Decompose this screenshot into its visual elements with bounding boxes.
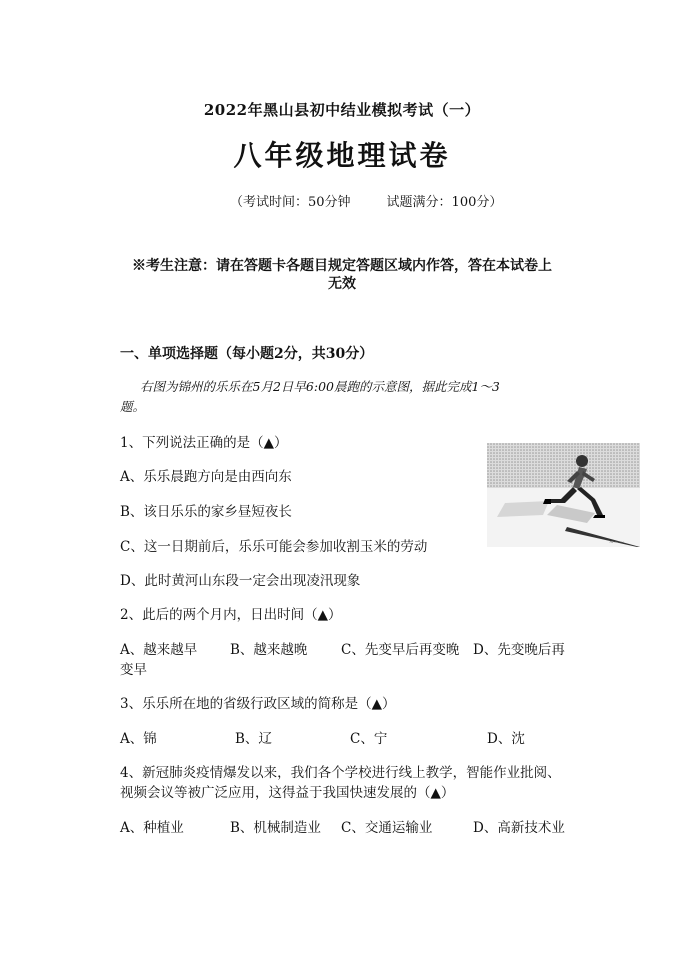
- question-1-stem: 1、下列说法正确的是（▲）: [120, 435, 288, 451]
- svg-text:~~~: ~~~: [609, 539, 625, 546]
- question-4-option-b: B、机械制造业: [230, 820, 321, 836]
- question-2-option-b: B、越来越晚: [230, 642, 308, 658]
- notice-line-1: ※考生注意：请在答题卡各题目规定答题区域内作答，答在本试卷上: [132, 258, 552, 274]
- exam-info: [230, 191, 502, 210]
- section-heading: 一、单项选择题（每小题2分，共30分）: [120, 346, 374, 362]
- exam-time: （考试时间：50分钟: [230, 195, 351, 210]
- question-3-option-b: B、辽: [235, 731, 272, 747]
- question-3-stem: 3、乐乐所在地的省级行政区域的简称是（▲）: [120, 696, 396, 712]
- question-2-option-d-wrap: 变早: [120, 662, 147, 678]
- question-2-stem: 2、此后的两个月内，日出时间（▲）: [120, 607, 342, 623]
- question-4-options: [120, 816, 580, 836]
- exam-subject-title: 八年级地理试卷: [233, 139, 451, 172]
- question-3-option-d: D、沈: [487, 731, 525, 747]
- question-4-option-d: D、高新技术业: [473, 820, 565, 836]
- question-2-option-d: D、先变晚后再: [473, 642, 565, 658]
- runner-illustration: [487, 443, 640, 547]
- question-2-options: [120, 638, 580, 658]
- question-3-option-a: A、锦: [120, 731, 157, 747]
- question-2-option-c: C、先变早后再变晚: [341, 642, 460, 658]
- question-2-option-a: A、越来越早: [120, 642, 198, 658]
- question-1-option-c: C、这一日期前后，乐乐可能会参加收割玉米的劳动: [120, 539, 428, 555]
- question-3-options: [120, 727, 580, 747]
- question-4-option-a: A、种植业: [120, 820, 184, 836]
- question-4-stem-line-2: 视频会议等被广泛应用，这得益于我国快速发展的（▲）: [120, 785, 455, 801]
- section-intro-line-1: 右图为锦州的乐乐在5月2日早6:00晨跑的示意图，据此完成1～3: [140, 379, 500, 394]
- question-4-stem-line-1: 4、新冠肺炎疫情爆发以来，我们各个学校进行线上教学，智能作业批阅、: [120, 765, 561, 781]
- question-1-option-b: B、该日乐乐的家乡昼短夜长: [120, 504, 292, 520]
- question-3-option-c: C、宁: [350, 731, 388, 747]
- section-intro-line-2: 题。: [120, 399, 146, 414]
- full-score: 试题满分：100分）: [386, 195, 503, 210]
- notice-line-2: 无效: [328, 276, 356, 292]
- question-4-option-c: C、交通运输业: [341, 820, 433, 836]
- question-1-option-d: D、此时黄河山东段一定会出现凌汛现象: [120, 573, 361, 589]
- question-1-option-a: A、乐乐晨跑方向是由西向东: [120, 469, 292, 485]
- exam-main-title: 2022年黑山县初中结业模拟考试（一）: [203, 101, 481, 119]
